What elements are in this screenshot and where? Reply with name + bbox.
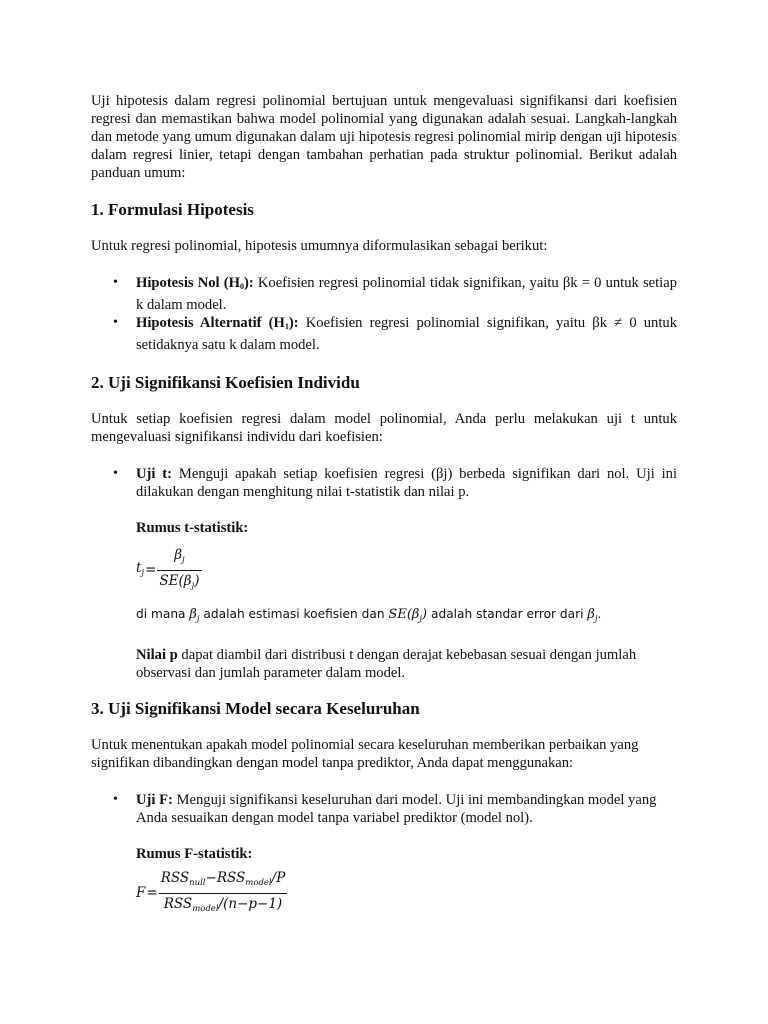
t-test-list <box>91 465 677 501</box>
section2-lead: Untuk setiap koefisien regresi dalam model polinomial, Anda perlu melakukan uji t untuk mengevaluasi signifikansi individu dari koefisien: <box>91 411 677 445</box>
f-test-label: Uji F: <box>136 792 173 808</box>
t-statistic-formula: $t_j$ = $\frac{\beta_j}{SE(\beta_j)}$ <box>136 547 677 593</box>
t-formula-note: di mana $\beta_j$ adalah estimasi koefisien dan $SE(\beta_j)$ adalah standar error dari $\beta_j$. <box>136 607 602 624</box>
h0-text: Koefisien regresi polinomial tidak signifikan, yaitu βk = 0 untuk setiap k dalam model. <box>136 275 678 313</box>
list-item-f-test <box>91 791 677 827</box>
p-value-label: Nilai p <box>136 647 178 663</box>
bullet-icon: • <box>113 792 118 807</box>
f-test-text: Menguji signifikansi keseluruhan dari model. Uji ini membandingkan model yang Anda sesuaikan dengan model tanpa variabel prediktor (model nol). <box>136 792 657 826</box>
section1-lead: Untuk regresi polinomial, hipotesis umumnya diformulasikan sebagai berikut: <box>91 238 548 254</box>
h1-label: Hipotesis Alternatif $(H_1)$: <box>136 315 299 331</box>
f-formula-title: Rumus F-statistik: <box>136 846 253 862</box>
f-statistic-formula: F = $\frac{RSS_{null}-RSS_{model}/P}{RSS_{model}/(n-p-1)}$ <box>136 870 677 916</box>
intro-paragraph: Uji hipotesis dalam regresi polinomial bertujuan untuk mengevaluasi signifikansi dari koefisien regresi dan memastikan bahwa model polinomial yang digunakan adalah sesuai. Langkah-langkah dan metode yang umum digunakan dalam uji hipotesis regresi polinomial mirip dengan uji hipotesis dalam regresi linier, tetapi dengan tambahan perhatian pada struktur polinomial. Berikut adalah panduan umum: <box>91 93 677 181</box>
h1-text: Koefisien regresi polinomial signifikan, yaitu βk ≠ 0 untuk setidaknya satu k dalam model. <box>136 315 677 353</box>
section3-heading: 3. Uji Signifikansi Model secara Keseluruhan <box>91 699 420 718</box>
t-test-details <box>91 501 677 682</box>
list-item-t-test <box>91 465 677 501</box>
f-formula-fraction: $\frac{RSS_{null}-RSS_{model}/P}{RSS_{model}/(n-p-1)}$ <box>159 869 288 918</box>
section2-heading: 2. Uji Signifikansi Koefisien Individu <box>91 373 360 392</box>
t-formula-fraction: $\frac{\beta_j}{SE(\beta_j)}$ <box>157 546 201 595</box>
bullet-icon: • <box>113 275 118 290</box>
section3-lead: Untuk menentukan apakah model polinomial secara keseluruhan memberikan perbaikan yang signifikan dibandingkan dengan model tanpa prediktor, Anda dapat menggunakan: <box>91 737 639 771</box>
bullet-icon: • <box>113 466 118 481</box>
bullet-icon: • <box>113 315 118 330</box>
document-page <box>91 92 677 916</box>
t-test-label: Uji t: <box>136 466 173 482</box>
f-test-details <box>91 827 677 916</box>
t-formula-lhs: $t_j$ <box>136 559 145 578</box>
section1-heading: 1. Formulasi Hipotesis <box>91 200 254 219</box>
p-value-paragraph: Nilai p dapat diambil dari distribusi t dengan derajat kebebasan sesuai dengan jumlah observasi dan jumlah parameter dalam model. <box>136 647 637 681</box>
t-test-text: Menguji apakah setiap koefisien regresi (βj) berbeda signifikan dari nol. Uji ini dilakukan dengan menghitung nilai t-statistik dan nilai p. <box>136 466 677 500</box>
list-item-h1 <box>91 314 677 354</box>
t-formula-title: Rumus t-statistik: <box>136 520 249 536</box>
f-test-list <box>91 791 677 827</box>
h0-label: Hipotesis Nol $(H_0)$: <box>136 275 254 291</box>
hypothesis-list <box>91 274 677 354</box>
list-item-h0 <box>91 274 677 314</box>
